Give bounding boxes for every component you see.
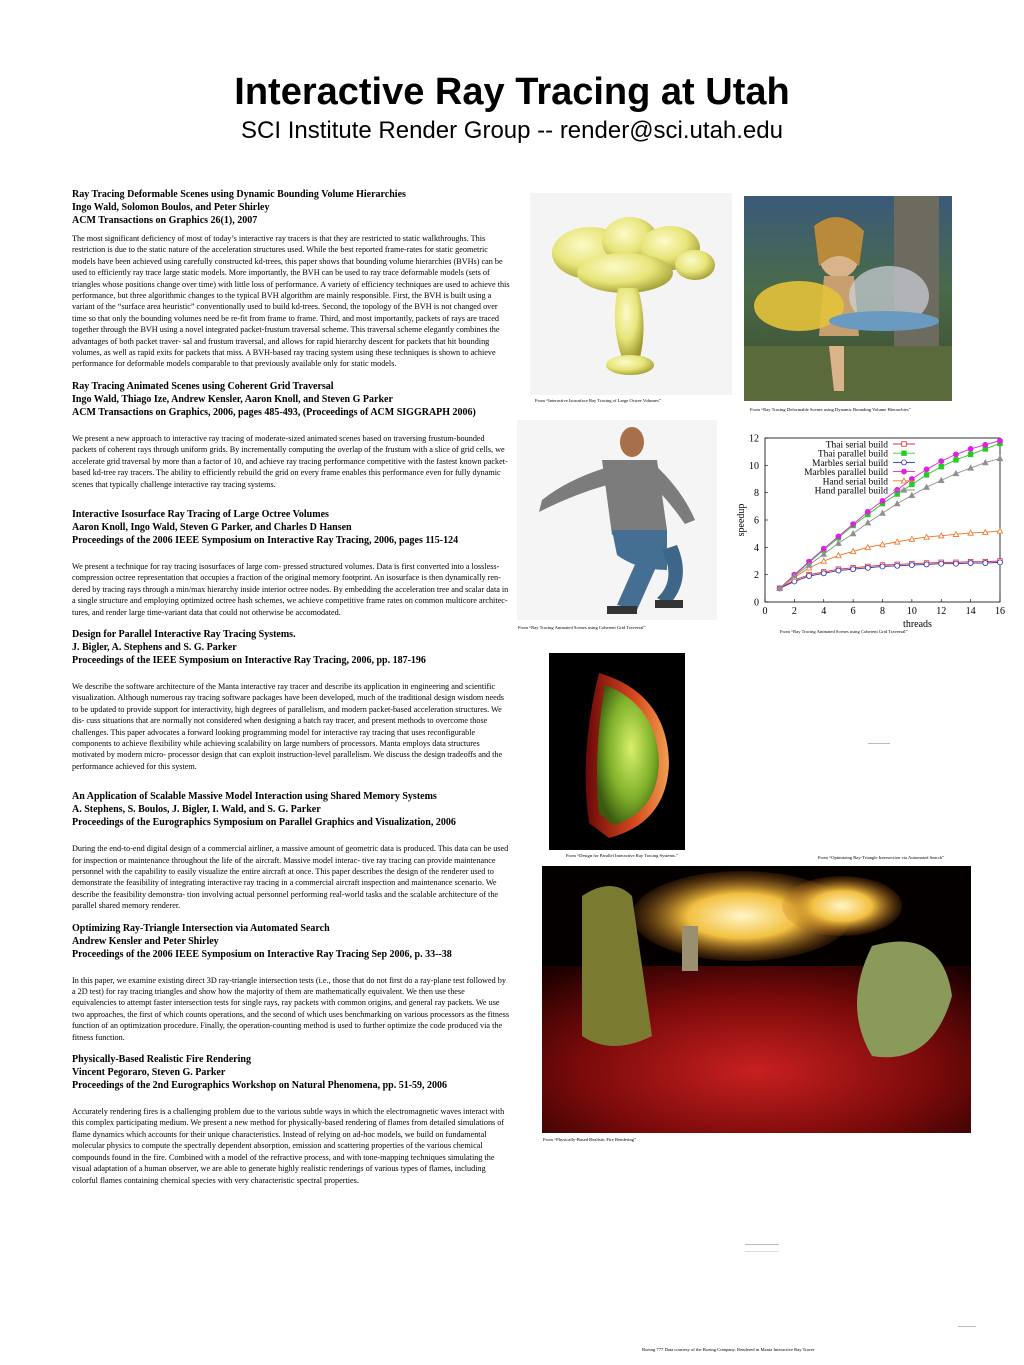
paper-authors: Ingo Wald, Thiago Ize, Andrew Kensler, Aaron Knoll, and Steven G Parker <box>72 393 393 405</box>
data-point <box>851 567 856 572</box>
paper-venue: ACM Transactions on Graphics 26(1), 2007 <box>72 215 258 226</box>
data-point <box>924 473 929 478</box>
placeholder-mark <box>868 743 890 748</box>
data-point <box>821 571 826 576</box>
legend-label: Thai serial build <box>825 440 888 451</box>
legend-label: Hand parallel build <box>814 486 888 497</box>
x-tick-label: 2 <box>791 606 797 617</box>
poster-header <box>0 70 1024 146</box>
data-point <box>954 458 959 463</box>
paper-venue: Proceedings of the Eurographics Symposium on Parallel Graphics and Visualization, 2006 <box>72 817 456 829</box>
data-point <box>902 460 907 465</box>
series-line <box>780 561 1000 588</box>
data-point <box>998 438 1003 443</box>
poster-title: Interactive Ray Tracing at Utah <box>234 71 790 113</box>
data-point <box>895 563 900 568</box>
data-point <box>836 534 841 539</box>
data-point <box>939 464 944 469</box>
data-point <box>939 478 944 483</box>
figure-caption: From “Physically-Based Realistic Fire Rendering” <box>543 1137 637 1142</box>
data-point <box>836 540 841 545</box>
data-point <box>902 442 907 447</box>
paper-entry <box>72 628 510 772</box>
data-point <box>836 568 841 573</box>
data-point <box>924 467 929 472</box>
poster-subtitle: SCI Institute Render Group -- render@sci.utah.edu <box>241 117 783 144</box>
x-tick-label: 12 <box>936 606 947 617</box>
paper-title: Ray Tracing Deformable Scenes using Dynamic Bounding Volume Hierarchies <box>72 189 406 200</box>
x-tick-label: 4 <box>821 606 827 617</box>
data-point <box>939 561 944 566</box>
speedup-chart <box>735 428 1010 630</box>
y-tick-label: 12 <box>749 433 759 445</box>
data-point <box>968 561 973 566</box>
paper-authors: Ingo Wald, Solomon Boulos, and Peter Shirley <box>72 202 270 213</box>
data-point <box>939 459 944 464</box>
paper-venue: Proceedings of the 2006 IEEE Symposium on Interactive Ray Tracing, 2006, pages 115-124 <box>72 534 459 546</box>
paper-authors: Vincent Pegoraro, Steven G. Parker <box>72 1067 226 1079</box>
x-tick-label: 6 <box>850 606 856 617</box>
y-tick-label: 10 <box>749 460 759 472</box>
placeholder-mark <box>958 1326 976 1331</box>
paper-entry <box>72 508 510 618</box>
data-point <box>983 561 988 566</box>
x-tick-label: 16 <box>995 606 1005 617</box>
animated-character-image <box>517 420 717 620</box>
y-tick-label: 6 <box>754 515 759 527</box>
papers-column <box>72 188 510 1196</box>
paper-title: Optimizing Ray-Triangle Intersection via Automated Search <box>72 922 330 934</box>
data-point <box>865 520 870 525</box>
paper-entry <box>72 922 510 1043</box>
data-point <box>902 469 907 474</box>
paper-abstract: During the end-to-end digital design of a commercial airliner, a massive amount of geometric data is produced. This data can be used for inspection or maintenance throughout the life of the aircraft. Massive model interac- tive ray tracing can provide maintenance personnel with the capability to easily visualize the entire aircraft at once. This paper describes the design of the renderer used to demonstrate the feasibility of integrating interactive ray tracing in a commercial aircraft inspection and maintenance scenario. We describe the feasibility demonstra- tion involving actual personnel performing real-world tasks and the scalable architecture of the parallel shared memory renderer. <box>72 844 509 911</box>
data-point <box>902 451 907 456</box>
paper-venue: ACM Transactions on Graphics, 2006, pages 485-493, (Proceedings of ACM SIGGRAPH 2006) <box>72 406 476 418</box>
data-point <box>997 456 1002 461</box>
y-tick-label: 8 <box>754 488 759 500</box>
data-point <box>910 482 915 487</box>
data-point <box>850 531 855 536</box>
paper-authors: Andrew Kensler and Peter Shirley <box>72 935 219 947</box>
paper-authors: A. Stephens, S. Boulos, J. Bigler, I. Wald, and S. G. Parker <box>72 804 321 816</box>
data-point <box>953 561 958 566</box>
boeing-credit: Boeing 777 Data courtesy of the Boeing Company. Rendered in Manta Interactive Ray Tracer <box>642 1347 815 1352</box>
data-point <box>968 452 973 457</box>
data-point <box>998 560 1003 565</box>
isosurface-render-image <box>530 193 732 395</box>
x-axis-label: threads <box>903 619 932 630</box>
figure-caption: From “Ray Tracing Animated Scenes using Coherent Grid Traversal” <box>518 625 646 630</box>
x-tick-label: 0 <box>762 606 768 617</box>
legend-label: Thai parallel build <box>817 449 888 460</box>
data-point <box>983 442 988 447</box>
data-point <box>924 562 929 567</box>
paper-abstract: We present a technique for ray tracing isosurfaces of large com- pressed structured volumes. Data is first converted into a lossless- compression octree representation that occupies a fraction of the original memory footprint. An isosurface is then dynamically ren- dered by tracing rays through a min/max hierarchy inside interior octree nodes. By embedding the acceleration tree and scalar data in a single structure and employing optimized octree hash schemes, we achieve competitive frame rates on common multicore architec- tures, and render large time-variant data that could not otherwise be accomodated. <box>72 561 509 617</box>
x-tick-label: 8 <box>880 606 885 617</box>
paper-title: Physically-Based Realistic Fire Rendering <box>72 1054 251 1066</box>
paper-entry <box>72 790 510 911</box>
paper-title: Ray Tracing Animated Scenes using Coherent Grid Traversal <box>72 380 334 392</box>
paper-abstract: Accurately rendering fires is a challenging problem due to the various subtle ways in which the electromagnetic waves interact with this complex participating medium. We present a new method for physically-based rendering of flames from detailed simulations of flame dynamics which accounts for their unique characteristics. Instead of relying on ad-hoc models, we build on fundamental molecular physics to compute the spectrally dependent absorption, emission and scattering properties of the various chemical compounds found in the fire. Combined with a model of the refractive process, and with tone-mapping techniques simulating the visual adaptation of a human observer, we are able to generate highly realistic renderings of various types of flames, including colorful flames containing chemical species with very characteristic spectral properties. <box>72 1107 505 1185</box>
y-tick-label: 4 <box>754 542 759 554</box>
fire-render-image <box>542 866 971 1133</box>
data-point <box>997 528 1002 533</box>
data-point <box>894 501 899 506</box>
placeholder-mark <box>745 1244 779 1252</box>
x-tick-label: 10 <box>906 606 917 617</box>
paper-title: Interactive Isosurface Ray Tracing of Large Octree Volumes <box>72 508 329 520</box>
y-tick-label: 0 <box>754 597 759 609</box>
figure-caption: From “Optimizing Ray-Triangle Intersection via Automated Search” <box>818 855 945 860</box>
paper-venue: Proceedings of the 2nd Eurographics Workshop on Natural Phenomena, pp. 51-59, 2006 <box>72 1080 448 1092</box>
legend-label: Marbles serial build <box>812 458 888 469</box>
data-point <box>880 564 885 569</box>
data-point <box>880 498 885 503</box>
data-point <box>865 509 870 514</box>
x-tick-label: 14 <box>965 606 976 617</box>
paper-entry <box>72 380 510 490</box>
data-point <box>865 565 870 570</box>
paper-title: An Application of Scalable Massive Model Interaction using Shared Memory Systems <box>72 791 437 803</box>
data-point <box>909 493 914 498</box>
paper-entry <box>72 188 510 370</box>
octree-render-image <box>549 653 685 850</box>
paper-abstract: We describe the software architecture of the Manta interactive ray tracer and describe its application in engineering and scientific visualization. Although numerous ray tracing software packages have been developed, much of the traditional design wisdom needs to be updated to provide support for interactivity, high degrees of parallelism, and modern packet-based acceleration structures. We dis- cuss situations that are normally not considered when designing a batch ray tracer, and present methods to overcome those challenges. This paper advocates a forward looking programming model for interactive ray tracing that uses reconfigurable components to achieve flexibility while achieving scalability on large numbers of processors. Manta employs data structures motivated by modern micro- processor design that can exploit instruction-level parallelism. We discuss the design tradeoffs and the performance achieved for this system. <box>72 681 504 771</box>
data-point <box>851 522 856 527</box>
paper-authors: Aaron Knoll, Ingo Wald, Steven G Parker, and Charles D Hansen <box>72 521 352 533</box>
y-axis-label: speedup <box>736 503 747 537</box>
paper-authors: J. Bigler, A. Stephens and S. G. Parker <box>72 641 237 653</box>
data-point <box>909 563 914 568</box>
data-point <box>880 510 885 515</box>
figure-caption: From “Ray Tracing Animated Scenes using Coherent Grid Traversal” <box>780 629 908 634</box>
data-point <box>953 452 958 457</box>
paper-abstract: The most significant deficiency of most of today’s interactive ray tracers is that they are restricted to static walkthroughs. This restriction is due to the static nature of the acceleration structures used. While the best reported frame-rates for static geometric models have been achieved using carefully constructed kd-trees, this paper shows that bounding volume hierarchies (BVHs) can be used to efficiently ray trace large static models. More importantly, the BVH can be used to ray trace deformable models (sets of triangles whose positions change over time) with little loss of performance. A variety of efficiency techniques are used to achieve this performance, but three algorithmic changes to the typical BVH algorithm are mainly responsible. First, the BVH is built using a variant of the “surface area heuristic” conventionally used to build kd-trees. Second, the topology of the BVH is not changed over time so that only the bounding volumes need be re-fit from frame to frame. Third, and most importantly, packets of rays are traced together through the BVH using a novel integrated packet-frustum traversal scheme. This traversal scheme elegantly combines the advantages of both packet traver- sal and frustum traversal, and allows for rapid hierarchy descent for packets that hit bounding volumes, as well as rapid exits for packets that miss. A BVH-based ray tracing system using these techniques is shown to achieve performance for deformable models comparable to that previously available only for static models. <box>72 234 510 369</box>
paper-abstract: We present a new approach to interactive ray tracing of moderate-sized animated scenes based on traversing frustum-bounded packets of coherent rays through uniform grids. By incrementally computing the overlap of the frustum with a slice of grid cells, we accelerate grid traversal by more than a factor of 10, and achieve ray tracing performance competitive with the fastest known packet-based kd-tree ray tracers. The ability to efficiently rebuild the grid on every frame enables this performance even for fully dynamic scenes that typically challenge interactive ray tracing systems. <box>72 433 508 489</box>
paper-venue: Proceedings of the IEEE Symposium on Interactive Ray Tracing, 2006, pp. 187-196 <box>72 654 426 666</box>
data-point <box>807 574 812 579</box>
data-point <box>821 546 826 551</box>
figure-caption: From “Ray Tracing Deformable Scenes using Dynamic Bounding Volume Hierarchies” <box>750 407 911 412</box>
y-tick-label: 2 <box>754 570 759 582</box>
data-point <box>924 484 929 489</box>
chart-series <box>777 438 1003 591</box>
legend-label: Hand serial build <box>822 477 888 488</box>
legend-label: Marbles parallel build <box>804 468 888 479</box>
figure-caption: From “Design for Parallel Interactive Ray Tracing Systems.” <box>566 853 679 858</box>
figure-caption: From “Interactive Isosurface Ray Tracing of Large Octree Volumes” <box>535 398 661 403</box>
data-point <box>968 446 973 451</box>
paper-entry <box>72 1053 510 1186</box>
paper-abstract: In this paper, we examine existing direct 3D ray-triangle intersection tests (i.e., those that do not first do a ray-plane test followed by a 2D test) for ray tracing triangles and show how the majority of them are mathematically equivalent. We then use these equivalencies to attempt faster intersection tests for single rays, ray packets with common origins, and general ray packets. We use two approaches, the first of which counts operations, and the second of which uses benchmarking on various processors as the fitness function of an optimization procedure. Finally, the operation-counting method is used to further optimize the code produced via the fitness function. <box>72 975 510 1042</box>
paper-venue: Proceedings of the 2006 IEEE Symposium on Interactive Ray Tracing Sep 2006, p. 33--38 <box>72 948 452 960</box>
fairy-scene-image <box>744 196 952 401</box>
paper-title: Design for Parallel Interactive Ray Tracing Systems. <box>72 628 296 640</box>
